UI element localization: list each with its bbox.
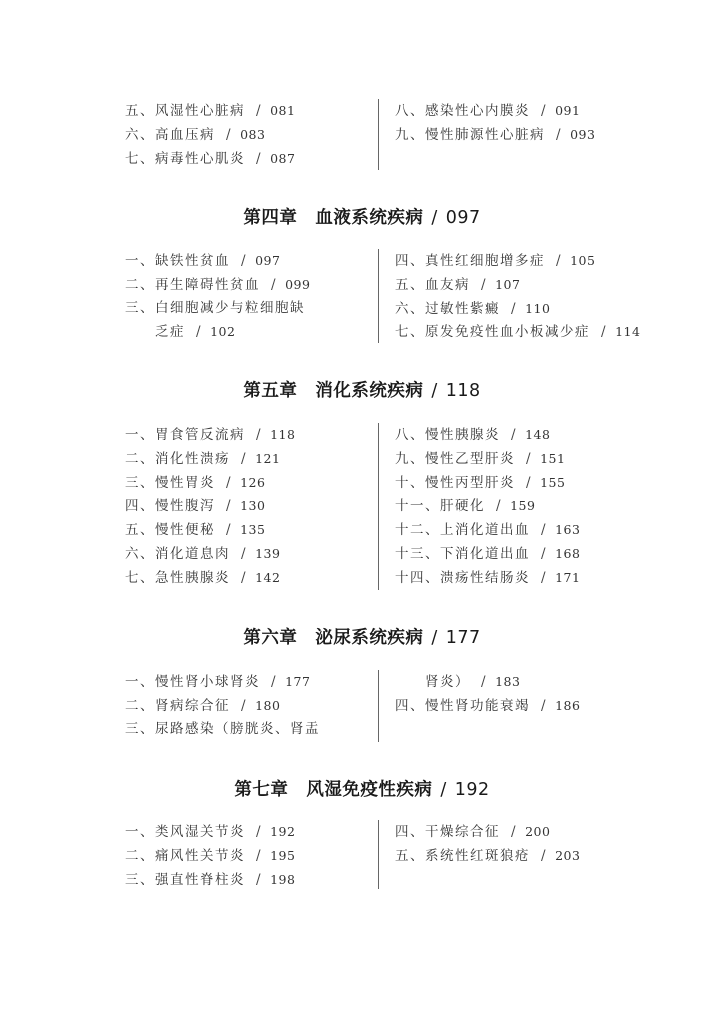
toc-entry-label: 三、尿路感染（膀胱炎、肾盂	[125, 720, 320, 737]
toc-entry-page: 198	[270, 871, 296, 887]
toc-entry[interactable]: 一、慢性肾小球肾炎 / 177	[125, 674, 311, 690]
toc-column-left	[125, 99, 375, 170]
chapter-title: 泌尿系统疾病	[315, 628, 424, 648]
toc-entry-label: 二、再生障碍性贫血	[125, 276, 260, 293]
toc-entry[interactable]: 八、慢性胰腺炎 / 148	[395, 427, 551, 443]
toc-entry-label: 四、慢性腹泻	[125, 498, 215, 515]
toc-entry[interactable]: 十二、上消化道出血 / 163	[395, 522, 581, 539]
toc-entry-page: 099	[285, 276, 311, 292]
chapter-separator: /	[431, 208, 438, 228]
toc-entry-label: 一、慢性肾小球肾炎	[125, 674, 260, 690]
chapter-page: 118	[445, 381, 481, 401]
toc-entry-page: 151	[540, 450, 566, 466]
toc-entry-page: 107	[495, 276, 521, 292]
toc-entry-label: 二、痛风性关节炎	[125, 847, 245, 864]
toc-entry-page: 155	[540, 474, 566, 490]
toc-column-left	[125, 423, 375, 590]
toc-entry-label: 二、肾病综合征	[125, 697, 230, 714]
toc-entry-page: 091	[555, 103, 581, 118]
toc-entry[interactable]: 三、强直性脊柱炎 / 198	[125, 871, 296, 888]
toc-entry-page: 114	[615, 324, 641, 340]
toc-entry[interactable]: 九、慢性肺源性心脏病 / 093	[395, 126, 596, 143]
chapter-number: 第六章	[243, 628, 298, 648]
toc-entry-label: 乏症	[155, 324, 185, 341]
toc-entry-label: 五、系统性红斑狼疮	[395, 847, 530, 864]
toc-entry-continuation[interactable]: 乏症 / 102	[155, 324, 236, 341]
toc-entry-label: 肾炎）	[425, 674, 470, 690]
toc-entry-page: 083	[240, 126, 266, 142]
toc-entry-label: 一、类风湿关节炎	[125, 824, 245, 840]
toc-entry[interactable]: 二、肾病综合征 / 180	[125, 697, 281, 714]
toc-entry-label: 八、感染性心内膜炎	[395, 103, 530, 119]
toc-entry-label: 八、慢性胰腺炎	[395, 427, 500, 443]
toc-entry-page: 183	[495, 674, 521, 689]
toc-entry[interactable]: 一、类风湿关节炎 / 192	[125, 824, 296, 840]
toc-entry[interactable]: 六、过敏性紫癜 / 110	[395, 300, 551, 317]
toc-entry[interactable]: 十四、溃疡性结肠炎 / 171	[395, 569, 581, 586]
toc-column-right	[395, 423, 705, 590]
toc-entry[interactable]: 五、血友病 / 107	[395, 276, 521, 293]
toc-entry-label: 十、慢性丙型肝炎	[395, 474, 515, 491]
chapter-heading-7[interactable]	[0, 776, 724, 801]
toc-column-left	[125, 670, 375, 741]
toc-entry-label: 五、血友病	[395, 276, 470, 293]
toc-entry[interactable]	[125, 718, 375, 742]
toc-entry-page: 195	[270, 847, 296, 863]
toc-entry[interactable]: 五、风湿性心脏病 / 081	[125, 103, 296, 119]
toc-entry-page: 087	[270, 150, 296, 166]
toc-entry-label: 五、风湿性心脏病	[125, 103, 245, 119]
toc-entry-page: 186	[555, 697, 581, 713]
toc-column-right	[395, 249, 705, 344]
toc-entry-label: 一、胃食管反流病	[125, 427, 245, 443]
toc-entry-label: 七、原发免疫性血小板减少症	[395, 324, 590, 341]
toc-entry-label: 十四、溃疡性结肠炎	[395, 569, 530, 586]
chapter-heading-4[interactable]	[0, 204, 724, 229]
chapter-page: 177	[445, 628, 481, 648]
toc-entry-page: 081	[270, 103, 296, 118]
chapter-title: 消化系统疾病	[315, 381, 424, 401]
toc-column-left	[125, 249, 375, 344]
toc-entry[interactable]: 七、急性胰腺炎 / 142	[125, 569, 281, 586]
toc-entry-page: 180	[255, 697, 281, 713]
toc-entry[interactable]: 四、干燥综合征 / 200	[395, 824, 551, 840]
column-divider	[378, 249, 379, 343]
toc-column-left	[125, 820, 375, 891]
toc-entry-label: 九、慢性乙型肝炎	[395, 450, 515, 467]
toc-entry-page: 110	[525, 300, 551, 316]
chapter-number: 第四章	[243, 208, 298, 228]
toc-entry-page: 121	[255, 450, 281, 466]
toc-entry-label: 六、高血压病	[125, 126, 215, 143]
toc-entry-label: 四、真性红细胞增多症	[395, 253, 545, 269]
toc-entry-page: 177	[285, 674, 311, 689]
chapter-title: 风湿免疫性疾病	[306, 780, 433, 800]
chapter-separator: /	[431, 628, 438, 648]
toc-entry-page: 118	[270, 427, 296, 442]
toc-entry[interactable]: 十一、肝硬化 / 159	[395, 498, 536, 515]
toc-column-right	[395, 670, 705, 718]
toc-entry-page: 139	[255, 545, 281, 561]
toc-entry-page: 142	[255, 569, 281, 585]
toc-entry[interactable]: 一、胃食管反流病 / 118	[125, 427, 296, 443]
toc-entry-label: 四、干燥综合征	[395, 824, 500, 840]
toc-entry-page: 097	[255, 253, 281, 268]
chapter-heading-6[interactable]	[0, 624, 724, 649]
toc-entry-page: 135	[240, 522, 266, 538]
toc-entry[interactable]: 十三、下消化道出血 / 168	[395, 545, 581, 562]
toc-entry-page: 159	[510, 498, 536, 514]
chapter-page: 192	[454, 780, 490, 800]
toc-entry[interactable]: 七、病毒性心肌炎 / 087	[125, 150, 296, 167]
toc-entry-label: 九、慢性肺源性心脏病	[395, 126, 545, 143]
toc-entry-label: 十二、上消化道出血	[395, 522, 530, 539]
toc-entry-label: 十三、下消化道出血	[395, 545, 530, 562]
toc-entry-label: 六、过敏性紫癜	[395, 300, 500, 317]
toc-entry-page: 168	[555, 545, 581, 561]
toc-entry[interactable]: 六、高血压病 / 083	[125, 126, 266, 143]
chapter-number: 第五章	[243, 381, 298, 401]
toc-column-right	[395, 99, 705, 147]
chapter-page: 097	[445, 208, 481, 228]
chapter-number: 第七章	[234, 780, 289, 800]
toc-entry-page: 200	[525, 824, 551, 839]
toc-entry[interactable]: 十、慢性丙型肝炎 / 155	[395, 474, 566, 491]
toc-entry-page: 102	[210, 324, 236, 340]
column-divider	[378, 820, 379, 889]
toc-entry-label: 七、急性胰腺炎	[125, 569, 230, 586]
toc-entry-page: 203	[555, 847, 581, 863]
toc-entry-label: 三、白细胞减少与粒细胞缺	[125, 299, 305, 316]
column-divider	[378, 670, 379, 742]
chapter-heading-5[interactable]	[0, 377, 724, 402]
toc-entry[interactable]: 八、感染性心内膜炎 / 091	[395, 103, 581, 119]
chapter-separator: /	[431, 381, 438, 401]
toc-entry[interactable]	[125, 297, 375, 321]
toc-entry[interactable]: 七、原发免疫性血小板减少症 / 114	[395, 324, 641, 341]
toc-entry-page: 126	[240, 474, 266, 490]
toc-entry-page: 093	[570, 126, 596, 142]
toc-entry-page: 192	[270, 824, 296, 839]
toc-entry[interactable]: 五、慢性便秘 / 135	[125, 522, 266, 539]
toc-column-right	[395, 820, 705, 868]
toc-entry-page: 105	[570, 253, 596, 268]
toc-entry[interactable]: 二、消化性溃疡 / 121	[125, 450, 281, 467]
toc-entry-label: 三、强直性脊柱炎	[125, 871, 245, 888]
toc-entry[interactable]: 四、慢性肾功能衰竭 / 186	[395, 697, 581, 714]
column-divider	[378, 99, 379, 170]
toc-entry-label: 六、消化道息肉	[125, 545, 230, 562]
toc-entry-label: 三、慢性胃炎	[125, 474, 215, 491]
toc-entry[interactable]: 二、痛风性关节炎 / 195	[125, 847, 296, 864]
toc-entry[interactable]: 三、慢性胃炎 / 126	[125, 474, 266, 491]
toc-entry-page: 148	[525, 427, 551, 442]
toc-entry-continuation[interactable]: 肾炎） / 183	[425, 674, 521, 690]
toc-entry[interactable]: 四、真性红细胞增多症 / 105	[395, 253, 596, 269]
toc-entry[interactable]: 一、缺铁性贫血 / 097	[125, 253, 281, 269]
chapter-title: 血液系统疾病	[315, 208, 424, 228]
toc-entry[interactable]: 四、慢性腹泻 / 130	[125, 498, 266, 515]
toc-entry-label: 十一、肝硬化	[395, 498, 485, 515]
toc-entry-label: 四、慢性肾功能衰竭	[395, 697, 530, 714]
toc-entry-label: 一、缺铁性贫血	[125, 253, 230, 269]
toc-entry-label: 七、病毒性心肌炎	[125, 150, 245, 167]
toc-entry-label: 五、慢性便秘	[125, 522, 215, 539]
toc-entry-page: 130	[240, 498, 266, 514]
toc-entry[interactable]: 五、系统性红斑狼疮 / 203	[395, 847, 581, 864]
toc-entry[interactable]: 九、慢性乙型肝炎 / 151	[395, 450, 566, 467]
toc-entry[interactable]: 二、再生障碍性贫血 / 099	[125, 276, 311, 293]
chapter-separator: /	[440, 780, 447, 800]
toc-entry-page: 163	[555, 522, 581, 538]
toc-entry-label: 二、消化性溃疡	[125, 450, 230, 467]
toc-entry-page: 171	[555, 569, 581, 585]
toc-entry[interactable]: 六、消化道息肉 / 139	[125, 545, 281, 562]
column-divider	[378, 423, 379, 590]
